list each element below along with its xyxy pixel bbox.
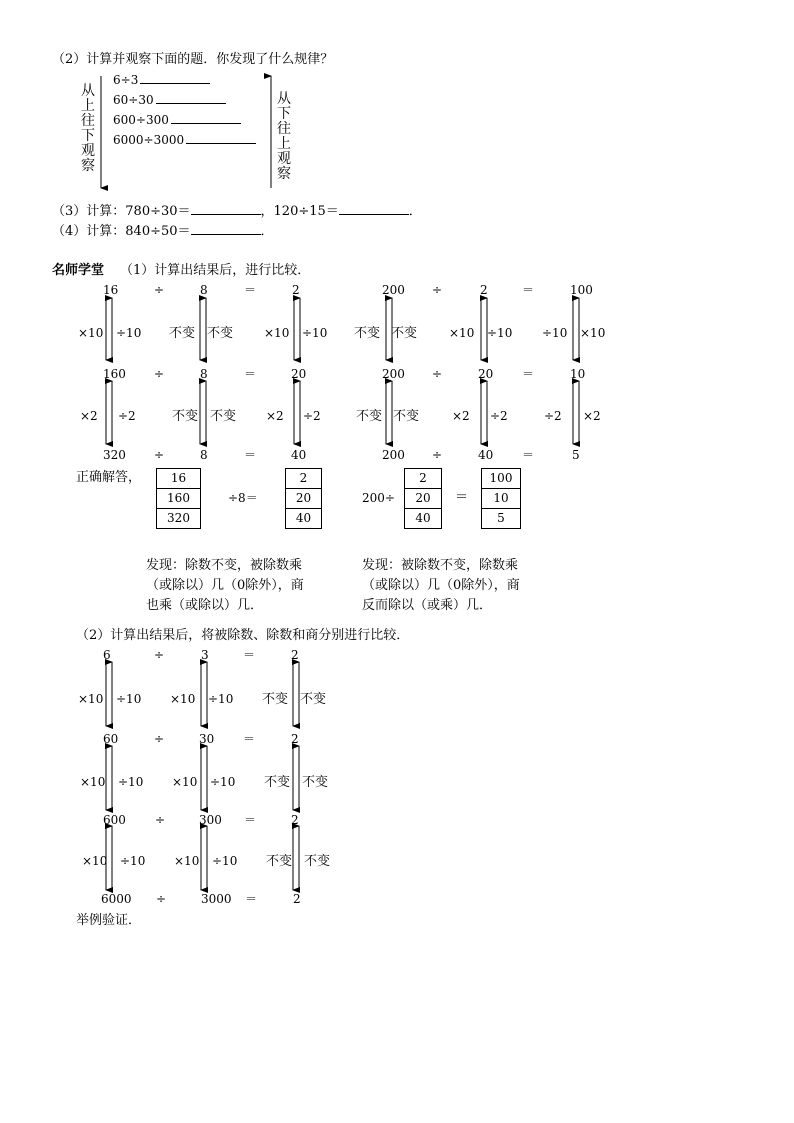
ex1-op: 不变 [169, 326, 196, 341]
ex3-op: ÷10 [120, 854, 146, 868]
ex2-op: ÷10 [542, 326, 568, 340]
ex2-divisor-1: 2 [480, 283, 488, 297]
table-cell: 10 [482, 489, 521, 509]
finding1-line: 发现：除数不变，被除数乘 [146, 558, 303, 573]
ex2-equals: ＝ [522, 283, 535, 297]
ex2-op: ×2 [452, 409, 470, 423]
ex3-dividend-1: 6 [103, 648, 111, 662]
ex2-op: ×10 [580, 326, 606, 340]
table-cell: 2 [405, 469, 442, 489]
finding1-line: （或除以）几（0除外），商 [146, 578, 304, 593]
finding1-line: 也乘（或除以）几． [146, 598, 264, 613]
ex1-dividend-3: 320 [103, 448, 126, 462]
teacher-heading: 名师学堂 [52, 263, 105, 278]
table-cell: 20 [405, 489, 442, 509]
teacher-sub2: （2）计算出结果后，将被除数、除数和商分别进行比较． [76, 628, 410, 643]
ex1-dividend-1: 16 [103, 283, 119, 297]
ex3-op: ×10 [174, 854, 200, 868]
ex3-op: 不变 [304, 854, 331, 869]
ex3-divisor-3: 300 [199, 813, 222, 827]
finding2-line: 反而除以（或乘）几． [362, 598, 493, 613]
ex3-divisor-1: 3 [201, 648, 209, 662]
ex3-op: 不变 [300, 692, 327, 707]
ex3-op: ÷10 [116, 692, 142, 706]
ex3-op: ×10 [170, 692, 196, 706]
ex2-divisor-3: 40 [478, 448, 494, 462]
ex3-div-sign: ÷ [154, 732, 165, 746]
ex3-op: 不变 [264, 775, 291, 790]
ex1-equals: ＝ [244, 448, 257, 462]
table-cell: 40 [405, 509, 442, 529]
table-cell: 2 [286, 469, 322, 489]
table-cell: 160 [157, 489, 201, 509]
ex1-op: ÷2 [118, 409, 136, 423]
ex3-op: ÷10 [118, 775, 144, 789]
ex1-divisor-1: 8 [200, 283, 208, 297]
ex1-div-sign: ÷ [154, 448, 165, 462]
ex3-op: ×10 [78, 692, 104, 706]
ex1-div-sign: ÷ [154, 283, 165, 297]
ex2-dividend-1: 200 [382, 283, 405, 297]
ex2-divisor-2: 20 [478, 367, 494, 381]
ex1-op: 不变 [210, 409, 237, 424]
ex2-quotient-1: 100 [570, 283, 593, 297]
ex3-div-sign: ÷ [156, 892, 167, 906]
ex3-equals: ＝ [243, 648, 256, 662]
table-cell: 40 [286, 509, 322, 529]
ex2-op: ÷2 [544, 409, 562, 423]
ex1-op: ×10 [78, 326, 104, 340]
ex2-equals: ＝ [522, 367, 535, 381]
ex1-divisor-2: 8 [200, 367, 208, 381]
table-cell: 5 [482, 509, 521, 529]
ex3-equals: ＝ [243, 732, 256, 746]
ex2-equals: ＝ [522, 448, 535, 462]
arrow-group [101, 76, 579, 890]
ex3-dividend-2: 60 [103, 732, 119, 746]
ex1-divisor-3: 8 [200, 448, 208, 462]
ex3-quotient-1: 2 [291, 648, 299, 662]
ex2-op: ÷10 [487, 326, 513, 340]
ex3-op: ÷10 [208, 692, 234, 706]
ex1-op: ÷2 [303, 409, 321, 423]
q2-title: （2）计算并观察下面的题．你发现了什么规律？ [52, 52, 334, 67]
ex3-equals: ＝ [245, 892, 258, 906]
ex2-op: ×10 [449, 326, 475, 340]
ex1-quotient-2: 20 [291, 367, 307, 381]
teacher-sub1: （1）计算出结果后，进行比较． [120, 263, 311, 278]
table-cell: 100 [482, 469, 521, 489]
ex3-op: 不变 [266, 854, 293, 869]
ex1-dividend-2: 160 [103, 367, 126, 381]
q2-right-label: 从下往上观察 [277, 91, 291, 182]
ex2-div-sign: ÷ [432, 367, 443, 381]
table-cell: 20 [286, 489, 322, 509]
ex2-op: 不变 [354, 326, 381, 341]
ex2-op: ÷2 [490, 409, 508, 423]
table-cell: 320 [157, 509, 201, 529]
table2-prefix: 200÷ [362, 491, 395, 505]
ex2-dividend-2: 200 [382, 367, 405, 381]
ex2-op: ×2 [583, 409, 601, 423]
q2-item-1: 6÷3 [113, 72, 210, 88]
ex3-op: 不变 [262, 692, 289, 707]
ex3-op: ÷10 [210, 775, 236, 789]
q2-item-3: 600÷300 [113, 112, 241, 128]
ex3-op: 不变 [302, 775, 329, 790]
answer-label: 正确解答， [76, 470, 142, 485]
ex2-op: 不变 [391, 326, 418, 341]
ex3-dividend-4: 6000 [101, 892, 132, 906]
ex1-op: ×2 [80, 409, 98, 423]
finding2-line: 发现：被除数不变，除数乘 [362, 558, 519, 573]
table1-operator: ÷8＝ [228, 491, 258, 505]
q2-item-4: 6000÷3000 [113, 132, 256, 148]
ex3-divisor-4: 3000 [201, 892, 232, 906]
verify-text: 举例验证． [76, 913, 142, 928]
ex3-op: ×10 [82, 854, 108, 868]
ex1-equals: ＝ [244, 367, 257, 381]
ex3-quotient-3: 2 [291, 813, 299, 827]
ex1-equals: ＝ [244, 283, 257, 297]
ex2-div-sign: ÷ [432, 448, 443, 462]
ex2-op: 不变 [393, 409, 420, 424]
ex3-quotient-2: 2 [291, 732, 299, 746]
ex3-op: ×10 [80, 775, 106, 789]
table2-equals: ＝ [455, 490, 469, 505]
ex3-equals: ＝ [244, 813, 257, 827]
ex1-op: ×2 [266, 409, 284, 423]
ex3-dividend-3: 600 [103, 813, 126, 827]
ex2-quotient-3: 5 [572, 448, 580, 462]
ex2-dividend-3: 200 [382, 448, 405, 462]
ex2-div-sign: ÷ [432, 283, 443, 297]
ex1-op: ÷10 [302, 326, 328, 340]
ex3-div-sign: ÷ [155, 813, 166, 827]
ex1-op: 不变 [172, 409, 199, 424]
ex1-quotient-1: 2 [292, 283, 300, 297]
ex3-op: ×10 [172, 775, 198, 789]
ex1-op: ×10 [264, 326, 290, 340]
q4-line: （4）计算：840÷50＝ ． [52, 224, 274, 239]
ex1-op: ÷10 [116, 326, 142, 340]
table-cell: 16 [157, 469, 201, 489]
ex3-divisor-2: 30 [199, 732, 215, 746]
ex2-quotient-2: 10 [570, 367, 586, 381]
ex1-div-sign: ÷ [154, 367, 165, 381]
q2-left-label: 从上往下观察 [81, 83, 95, 174]
ex2-op: 不变 [356, 409, 383, 424]
ex1-op: 不变 [207, 326, 234, 341]
finding2-line: （或除以）几（0除外），商 [362, 578, 520, 593]
q3-line: （3）计算：780÷30＝ ，120÷15＝ ． [52, 204, 422, 219]
ex3-div-sign: ÷ [154, 648, 165, 662]
ex3-op: ÷10 [212, 854, 238, 868]
q2-item-2: 60÷30 [113, 92, 226, 108]
ex1-quotient-3: 40 [291, 448, 307, 462]
ex3-quotient-4: 2 [293, 892, 301, 906]
